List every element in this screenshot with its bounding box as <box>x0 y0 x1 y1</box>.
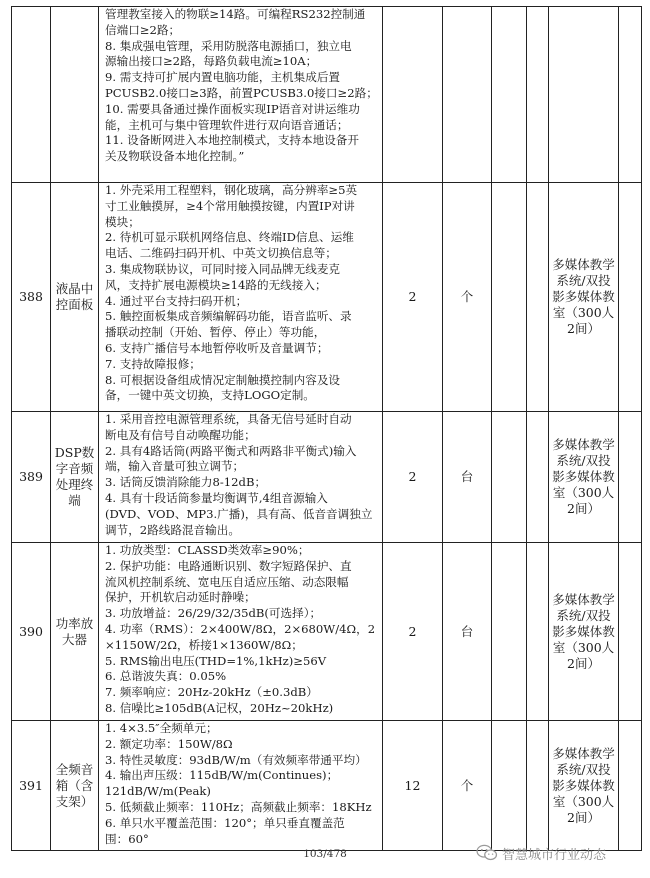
quantity-cell: 2 <box>383 543 443 721</box>
spec-line: 2. 额定功率：150W/8Ω <box>105 736 233 751</box>
empty-cell <box>619 543 642 721</box>
spec-line: 管理教室接入的物联≥14路。可编程RS232控制通 <box>105 7 366 21</box>
procurement-spec-table <box>11 6 642 851</box>
spec-cell <box>99 412 383 543</box>
unit-cell: 台 <box>443 543 492 721</box>
location-cell <box>549 721 619 851</box>
empty-cell <box>527 412 549 543</box>
table-row <box>12 7 642 183</box>
spec-line: 调节，2路线路混音输出。 <box>105 522 240 537</box>
page-number: 103/478 <box>303 848 347 860</box>
spec-line: 端，输入音量可独立调节； <box>105 459 245 474</box>
spec-line: 能，主机可与集中管理软件进行双向语音通话； <box>105 117 349 132</box>
item-number-cell <box>12 7 51 183</box>
empty-cell <box>527 721 549 851</box>
spec-line: 5. 低频截止频率：110Hz；高频截止频率：18KHz <box>105 799 372 814</box>
spec-line: 5. 触控面板集成音频编解码功能，语音监听、录 <box>105 309 352 324</box>
location-text: 多媒体教学系统/双投影多媒体教室（300人2间） <box>552 257 615 336</box>
spec-line: 源输出接口≥2路，每路负载电流≥10A； <box>105 54 318 69</box>
spec-line: 6. 总谐波失真：0.05% <box>105 669 227 684</box>
spec-line: 信端口≥2路； <box>105 22 181 37</box>
spec-cell <box>99 7 383 183</box>
spec-line: PCUSB2.0接口≥3路，前置PCUSB3.0接口≥2路； <box>105 85 378 100</box>
spec-line: 保护，开机软启动延时静噪； <box>105 590 256 605</box>
table-row <box>12 412 642 543</box>
spec-line: 1. 4×3.5″全频单元； <box>105 721 218 735</box>
spec-line: 2. 待机可显示联机网络信息、终端ID信息、运维 <box>105 230 354 245</box>
item-number-cell: 389 <box>12 412 51 543</box>
empty-cell <box>527 7 549 183</box>
empty-cell <box>492 7 527 183</box>
empty-cell <box>492 183 527 412</box>
spec-line: 播联动控制（开始、暂停、停止）等功能， <box>105 325 326 340</box>
spec-line: 电话、二维码扫码开机、中英文切换信息等； <box>105 246 337 261</box>
spec-line: 断电及有信号自动唤醒功能； <box>105 427 256 442</box>
watermark <box>476 842 606 864</box>
empty-cell <box>619 7 642 183</box>
location-text: 多媒体教学系统/双投影多媒体教室（300人2间） <box>552 745 615 825</box>
spec-line: 流风机控制系统、宽电压自适应压缩、动态限幅 <box>105 574 349 589</box>
unit-cell: 个 <box>443 183 492 412</box>
quantity-cell <box>383 7 443 183</box>
empty-cell <box>619 412 642 543</box>
unit-cell: 个 <box>443 721 492 851</box>
spec-line: 3. 功放增益：26/29/32/35dB(可选择）； <box>105 606 322 621</box>
unit-cell <box>443 7 492 183</box>
spec-line: 121dB/W/m(Peak) <box>105 784 211 799</box>
spec-line: 3. 集成物联协议，可同时接入同品牌无线麦克 <box>105 261 341 276</box>
empty-cell <box>527 543 549 721</box>
spec-line: 11. 设备断网进入本地控制模式，支持本地设备开 <box>105 133 359 148</box>
item-name-cell <box>51 183 99 412</box>
item-name: 液晶中控面板 <box>55 281 94 312</box>
spec-line: 5. RMS输出电压(THD=1%,1kHz)≥56V <box>105 653 327 668</box>
spec-line: 10. 需要具备通过操作面板实现IP语音对讲运维功 <box>105 101 360 116</box>
empty-cell <box>492 412 527 543</box>
empty-cell <box>527 183 549 412</box>
spec-line: 6. 单只水平覆盖范围：120°；单只垂直覆盖范 <box>105 815 345 830</box>
spec-cell <box>99 543 383 721</box>
table-row <box>12 721 642 851</box>
spec-line: 8. 信噪比≥105dB(A记权，20Hz~20kHz) <box>105 700 334 715</box>
location-cell <box>549 412 619 543</box>
spec-line: 风，支持扩展电源模块≥14路的无线接入； <box>105 277 327 292</box>
spec-line: ×1150W/2Ω，桥接1×1360W/8Ω； <box>105 637 303 652</box>
item-name: DSP数字音频处理终端 <box>54 445 95 508</box>
location-cell <box>549 183 619 412</box>
spec-line: 4. 输出声压级：115dB/W/m(Continues)； <box>105 768 339 783</box>
spec-line: 寸工业触摸屏，≥4个常用触摸按键，内置IP对讲 <box>105 198 355 213</box>
location-text: 多媒体教学系统/双投影多媒体教室（300人2间） <box>552 591 615 671</box>
location-cell <box>549 543 619 721</box>
spec-line: 4. 功率（RMS）：2×400W/8Ω，2×680W/4Ω，2 <box>105 621 376 636</box>
spec-line: 备，一键中英文切换，支持LOGO定制。 <box>105 388 315 403</box>
item-number-cell: 391 <box>12 721 51 851</box>
spec-line: 8. 可根据设备组成情况定制触摸控制内容及设 <box>105 372 341 387</box>
spec-line: 2. 保护功能：电路通断识别、数字短路保护、直 <box>105 558 352 573</box>
item-name: 功率放大器 <box>55 615 94 647</box>
table-row <box>12 543 642 721</box>
spec-line: 2. 具有4路话筒(两路平衡式和两路非平衡式)输入 <box>105 443 357 458</box>
empty-cell <box>492 721 527 851</box>
spec-line: 3. 特性灵敏度：93dB/W/m（有效频率带通平均） <box>105 752 367 767</box>
spec-line: 7. 频率响应：20Hz-20kHz（±0.3dB） <box>105 685 318 700</box>
spec-line: 3. 话筒反馈消除能力8-12dB； <box>105 475 267 490</box>
item-number-cell: 388 <box>12 183 51 412</box>
quantity-cell: 12 <box>383 721 443 851</box>
spec-line: (DVD、VOD、MP3.广播)，具有高、低音音调独立 <box>105 506 373 521</box>
item-name-cell <box>51 7 99 183</box>
spec-line: 8. 集成强电管理，采用防脱落电源插口，独立电 <box>105 38 352 53</box>
spec-line: 4. 通过平台支持扫码开机； <box>105 293 248 308</box>
spec-line: 4. 具有十段话筒参量均衡调节,4组音源输入 <box>105 490 328 505</box>
spec-line: 模块； <box>105 214 140 229</box>
spec-line: 1. 功放类型：CLASSD类效率≥90%； <box>105 543 310 557</box>
location-cell <box>549 7 619 183</box>
unit-cell: 台 <box>443 412 492 543</box>
table-row <box>12 183 642 412</box>
item-number-cell: 390 <box>12 543 51 721</box>
watermark-text: 智慧城市行业动态 <box>502 847 607 863</box>
item-name: 全频音箱（含支架） <box>55 761 94 809</box>
wechat-icon <box>476 844 498 862</box>
spec-line: 1. 采用音控电源管理系统，具备无信号延时自动 <box>105 412 352 426</box>
spec-line: 7. 支持故障报修； <box>105 356 201 371</box>
empty-cell <box>619 721 642 851</box>
spec-line: 6. 支持广播信号本地暂停收听及音量调节； <box>105 340 329 355</box>
location-text: 多媒体教学系统/双投影多媒体教室（300人2间） <box>552 437 615 516</box>
spec-line: 1. 外壳采用工程塑料，钢化玻璃，高分辨率≥5英 <box>105 183 358 197</box>
quantity-cell: 2 <box>383 412 443 543</box>
spec-cell <box>99 721 383 851</box>
spec-line: 关及物联设备本地化控制。” <box>105 149 245 164</box>
item-name-cell <box>51 412 99 543</box>
spec-line: 9. 需支持可扩展内置电脑功能，主机集成后置 <box>105 70 341 85</box>
item-name-cell <box>51 721 99 851</box>
quantity-cell: 2 <box>383 183 443 412</box>
spec-line: 围：60° <box>105 831 149 846</box>
spec-cell <box>99 183 383 412</box>
empty-cell <box>619 183 642 412</box>
empty-cell <box>492 543 527 721</box>
item-name-cell <box>51 543 99 721</box>
